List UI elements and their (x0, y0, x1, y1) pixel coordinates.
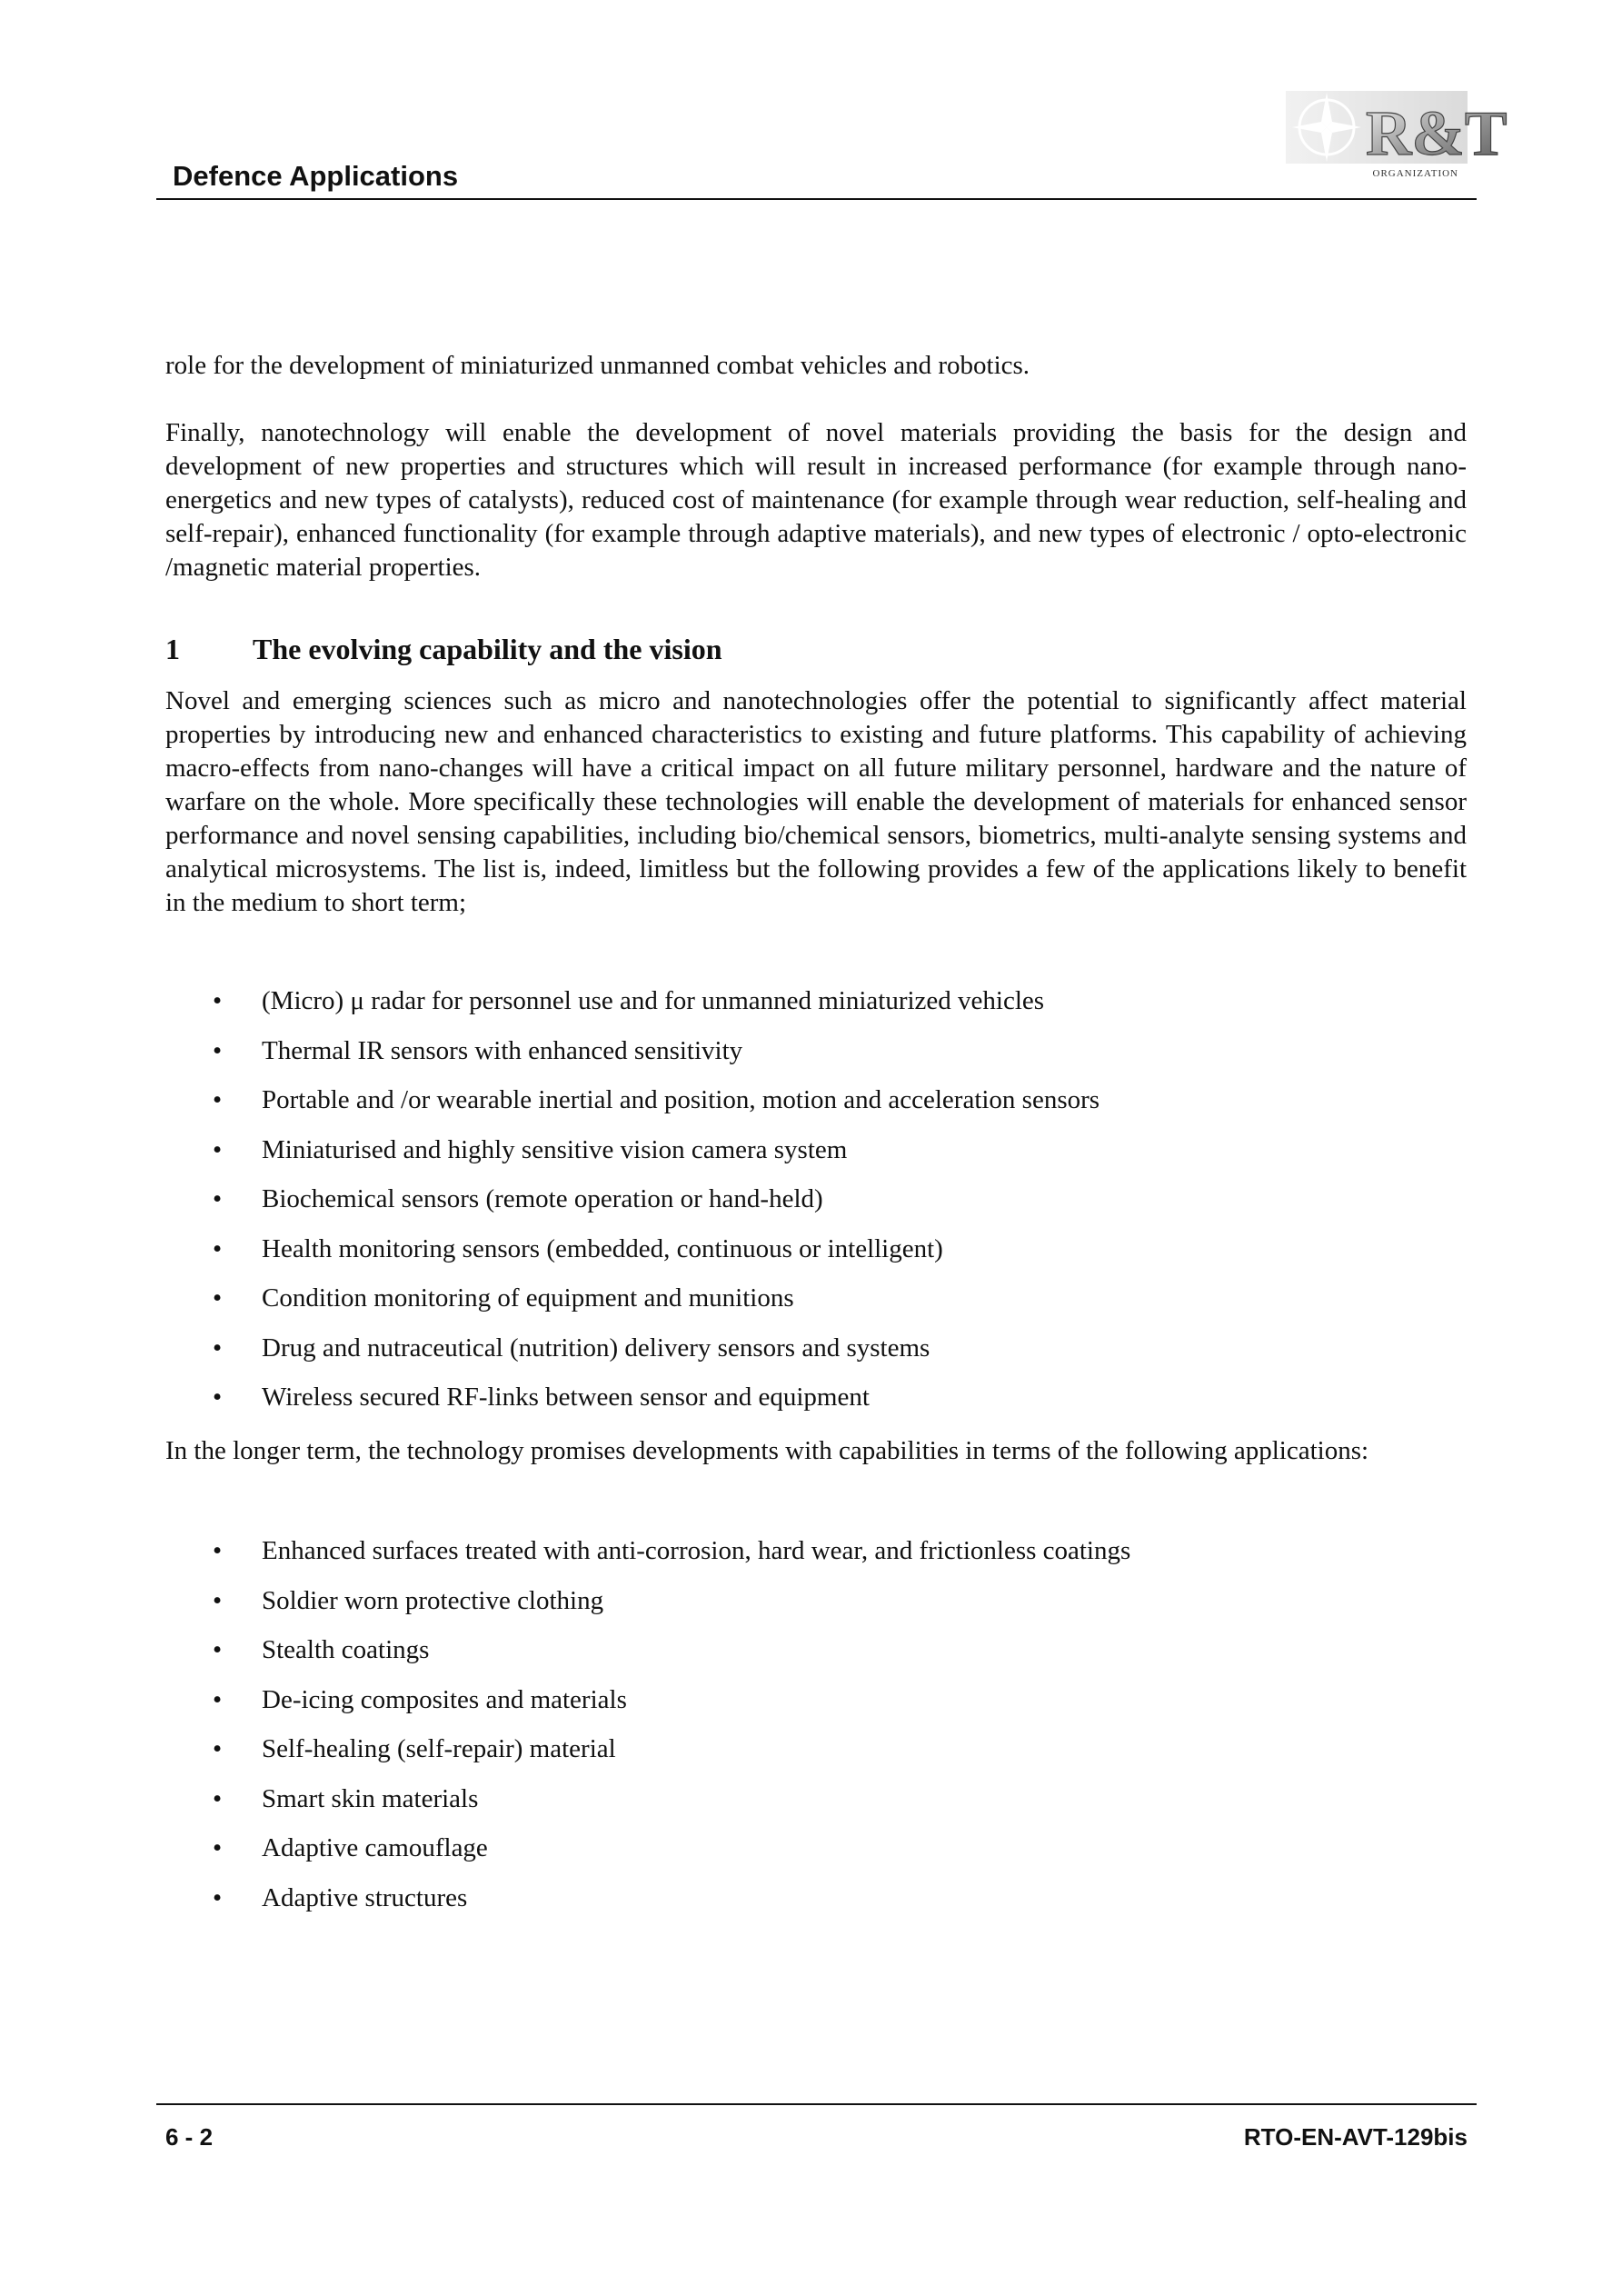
list-item (213, 1832, 1467, 1882)
list-item-text: Portable and /or wearable inertial and position, motion and acceleration sensors (262, 1085, 1100, 1114)
short-term-applications-list (213, 984, 1467, 1431)
document-id: RTO-EN-AVT-129bis (1243, 2123, 1468, 2151)
list-item-text: (Micro) μ radar for personnel use and for unmanned miniaturized vehicles (262, 986, 1045, 1015)
list-item-text: Self-healing (self-repair) material (262, 1734, 616, 1763)
paragraph-continuation: role for the development of miniaturized unmanned combat vehicles and robotics. (165, 351, 1030, 380)
list-item (213, 1683, 1467, 1733)
list-item-text: Health monitoring sensors (embedded, continuous or intelligent) (262, 1233, 943, 1263)
section-title: The evolving capability and the vision (253, 633, 722, 665)
list-item (213, 1233, 1467, 1283)
page-header (156, 82, 1508, 200)
list-item-text: De-icing composites and materials (262, 1684, 627, 1714)
bullet-icon: • (213, 1184, 223, 1213)
bullet-icon: • (213, 1333, 223, 1363)
list-item (213, 1183, 1467, 1233)
bullet-icon: • (213, 1684, 223, 1714)
list-item-text: Wireless secured RF-links between sensor and equipment (262, 1383, 870, 1412)
bullet-icon: • (213, 1085, 223, 1114)
list-item-text: Stealth coatings (262, 1635, 430, 1664)
list-item-text: Thermal IR sensors with enhanced sensitivity (262, 1035, 743, 1065)
list-item-text: Miniaturised and highly sensitive vision camera system (262, 1134, 848, 1164)
list-item (213, 1633, 1467, 1683)
page-number: 6 - 2 (165, 2123, 214, 2151)
bullet-icon: • (213, 1783, 223, 1813)
bullet-icon: • (213, 986, 223, 1015)
bullet-icon: • (213, 1035, 223, 1065)
paragraph-longer-term: In the longer term, the technology promises developments with capabilities in terms of the following applications: (165, 1436, 1369, 1465)
list-item-text: Condition monitoring of equipment and munitions (262, 1283, 794, 1313)
logo-organization-text: ORGANIZATION (1372, 168, 1458, 179)
list-item (213, 1882, 1467, 1932)
list-item (213, 1381, 1467, 1431)
section-number: 1 (165, 633, 180, 665)
bullet-icon: • (213, 1585, 223, 1615)
section-heading (165, 633, 1467, 666)
list-item (213, 1083, 1467, 1133)
list-item-text: Adaptive structures (262, 1882, 468, 1912)
paragraph-nanotech-materials: Finally, nanotechnology will enable the development of novel materials providing the basis for the design and development of new properties and structures which will result in increased performance (for example through nano-energetics and new types of catalysts), reduced cost of maintenance (for example through wear reduction, self-healing and self-repair), enhanced functionality (for example through adaptive materials), and new types of electronic / opto-electronic /magnetic material properties. (165, 418, 1467, 582)
bullet-icon: • (213, 1383, 223, 1412)
list-item (213, 1534, 1467, 1584)
long-term-applications-list (213, 1534, 1467, 1931)
bullet-icon: • (213, 1134, 223, 1164)
paragraph-novel-sciences: Novel and emerging sciences such as micro and nanotechnologies offer the potential to significantly affect material properties by introducing new and enhanced characteristics to existing and future platforms. This capability of achieving macro-effects from nano-changes will have a critical impact on all future military personnel, hardware and the nature of warfare on the whole. More specifically these technologies will enable the development of materials for enhanced sensor performance and novel sensing capabilities, including bio/chemical sensors, biometrics, multi-analyte sensing systems and analytical microsystems. The list is, indeed, limitless but the following provides a few of the applications likely to benefit in the medium to short term; (165, 686, 1467, 917)
list-item (213, 1732, 1467, 1782)
bullet-icon: • (213, 1635, 223, 1664)
list-item (213, 1584, 1467, 1634)
running-header-title: Defence Applications (173, 160, 459, 192)
list-item (213, 1034, 1467, 1084)
list-item-text: Biochemical sensors (remote operation or hand-held) (262, 1184, 823, 1213)
list-item-text: Adaptive camouflage (262, 1833, 488, 1862)
list-item-text: Smart skin materials (262, 1783, 479, 1813)
list-item (213, 984, 1467, 1034)
list-item (213, 1332, 1467, 1382)
bullet-icon: • (213, 1536, 223, 1565)
list-item-text: Enhanced surfaces treated with anti-corrosion, hard wear, and frictionless coatings (262, 1536, 1131, 1565)
list-item (213, 1782, 1467, 1832)
page-footer (156, 2103, 1477, 2160)
list-item (213, 1282, 1467, 1332)
bullet-icon: • (213, 1734, 223, 1763)
rt-organization-logo (1286, 87, 1508, 182)
bullet-icon: • (213, 1233, 223, 1263)
bullet-icon: • (213, 1283, 223, 1313)
logo-letters: R&T (1366, 99, 1508, 169)
list-item-text: Soldier worn protective clothing (262, 1585, 604, 1615)
list-item (213, 1133, 1467, 1183)
bullet-icon: • (213, 1833, 223, 1862)
bullet-icon: • (213, 1882, 223, 1912)
list-item-text: Drug and nutraceutical (nutrition) delivery sensors and systems (262, 1333, 930, 1363)
